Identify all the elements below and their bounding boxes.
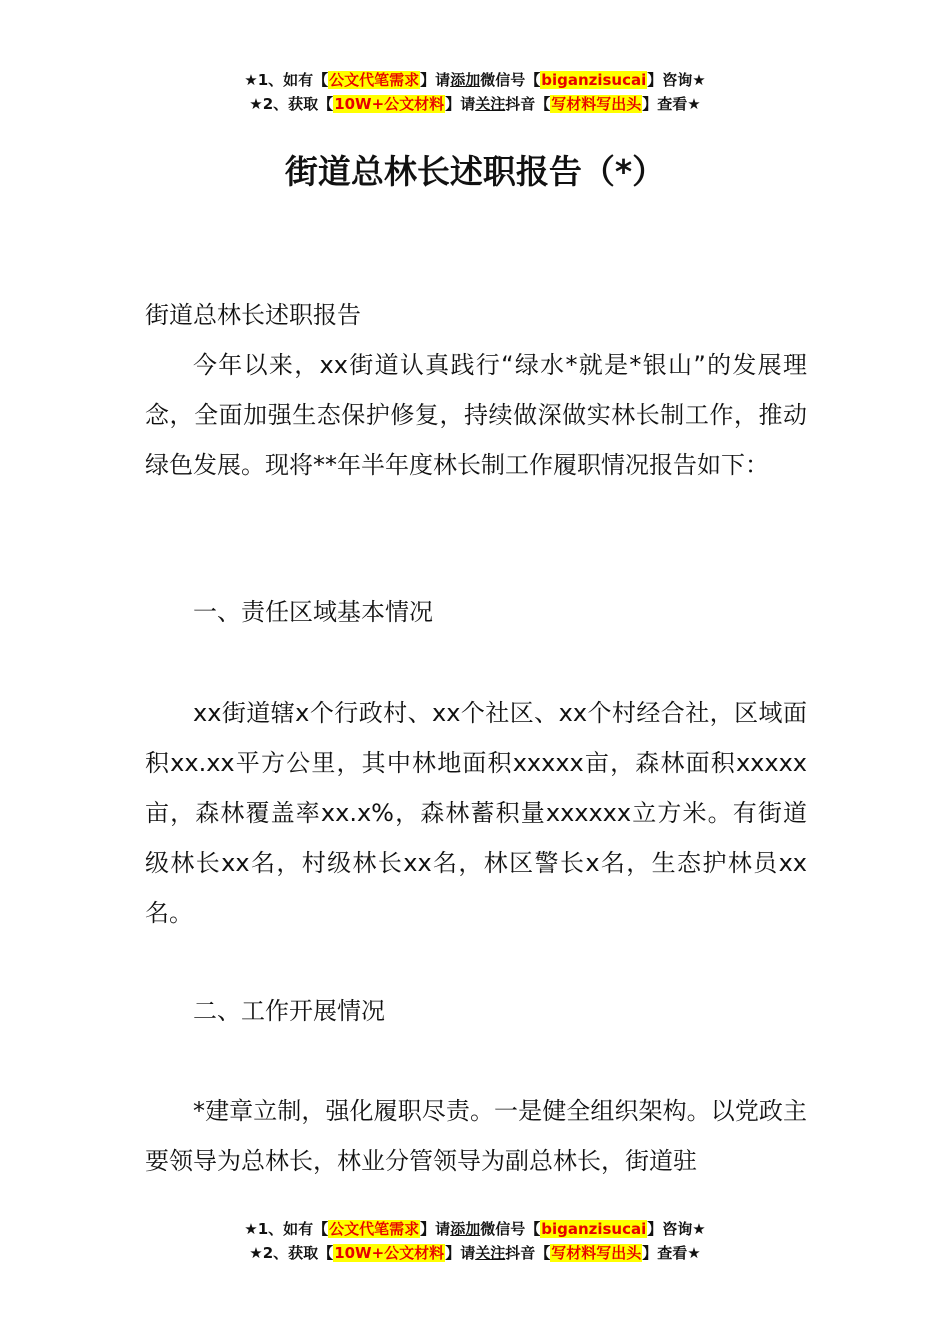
- underlined-text: 关注: [475, 1244, 506, 1262]
- banner-text: 】咨询★: [647, 1220, 706, 1238]
- document-subtitle: 街道总林长述职报告: [145, 301, 361, 329]
- highlighted-text: 公文代笔需求: [329, 1220, 420, 1238]
- highlighted-text: 10W+公文材料: [334, 1244, 445, 1262]
- section-2-paragraph: *建章立制，强化履职尽责。一是健全组织架构。以党政主要领导为总林长，林业分管领导为副总林长，街道驻: [145, 1097, 807, 1175]
- banner-text: ★1、如有【: [244, 71, 329, 89]
- section-1-paragraph: xx街道辖x个行政村、xx个社区、xx个村经合社，区域面积xx.xx平方公里，其中林地面积xxxxx亩，森林面积xxxxx亩，森林覆盖率xx.x%，森林蓄积量xxxxxx立方米。有街道级林长xx名，村级林长xx名，林区警长x名，生态护林员xx名。: [145, 699, 807, 927]
- banner-text: 】请: [445, 95, 476, 113]
- document-body-top: [145, 290, 807, 490]
- banner-text: 】咨询★: [647, 71, 706, 89]
- section-1: [145, 587, 807, 637]
- section-1-heading: 一、责任区域基本情况: [193, 598, 433, 626]
- banner-text: 抖音【: [505, 95, 551, 113]
- header-banner: [0, 68, 950, 116]
- highlighted-text: 写材料写出头: [551, 95, 642, 113]
- banner-text: 】查看★: [642, 95, 701, 113]
- banner-text: 】请: [420, 71, 451, 89]
- banner-line-2: [0, 1241, 950, 1265]
- underlined-text: 添加: [450, 71, 481, 89]
- section-2: [145, 986, 807, 1036]
- document-title: 街道总林长述职报告（*）: [284, 152, 666, 191]
- banner-line-1: [0, 68, 950, 92]
- underlined-text: 添加: [450, 1220, 481, 1238]
- intro-paragraph: 今年以来，xx街道认真践行“绿水*就是*银山”的发展理念，全面加强生态保护修复，持续做深做实林长制工作，推动绿色发展。现将**年半年度林长制工作履职情况报告如下：: [145, 351, 807, 479]
- footer-banner: [0, 1217, 950, 1265]
- banner-text: 抖音【: [505, 1244, 551, 1262]
- banner-text: ★2、获取【: [249, 95, 334, 113]
- section-2-content: [145, 1086, 807, 1186]
- banner-text: 】查看★: [642, 1244, 701, 1262]
- banner-text: 微信号【: [480, 71, 541, 89]
- highlighted-text: 写材料写出头: [551, 1244, 642, 1262]
- banner-text: 】请: [420, 1220, 451, 1238]
- highlighted-text: biganzisucai: [541, 1220, 647, 1238]
- banner-text: 】请: [445, 1244, 476, 1262]
- banner-text: ★2、获取【: [249, 1244, 334, 1262]
- underlined-text: 关注: [475, 95, 506, 113]
- banner-text: 微信号【: [480, 1220, 541, 1238]
- section-1-content: [145, 688, 807, 938]
- banner-line-1: [0, 1217, 950, 1241]
- banner-line-2: [0, 92, 950, 116]
- highlighted-text: 10W+公文材料: [334, 95, 445, 113]
- highlighted-text: 公文代笔需求: [329, 71, 420, 89]
- banner-text: ★1、如有【: [244, 1220, 329, 1238]
- highlighted-text: biganzisucai: [541, 71, 647, 89]
- section-2-heading: 二、工作开展情况: [193, 997, 385, 1025]
